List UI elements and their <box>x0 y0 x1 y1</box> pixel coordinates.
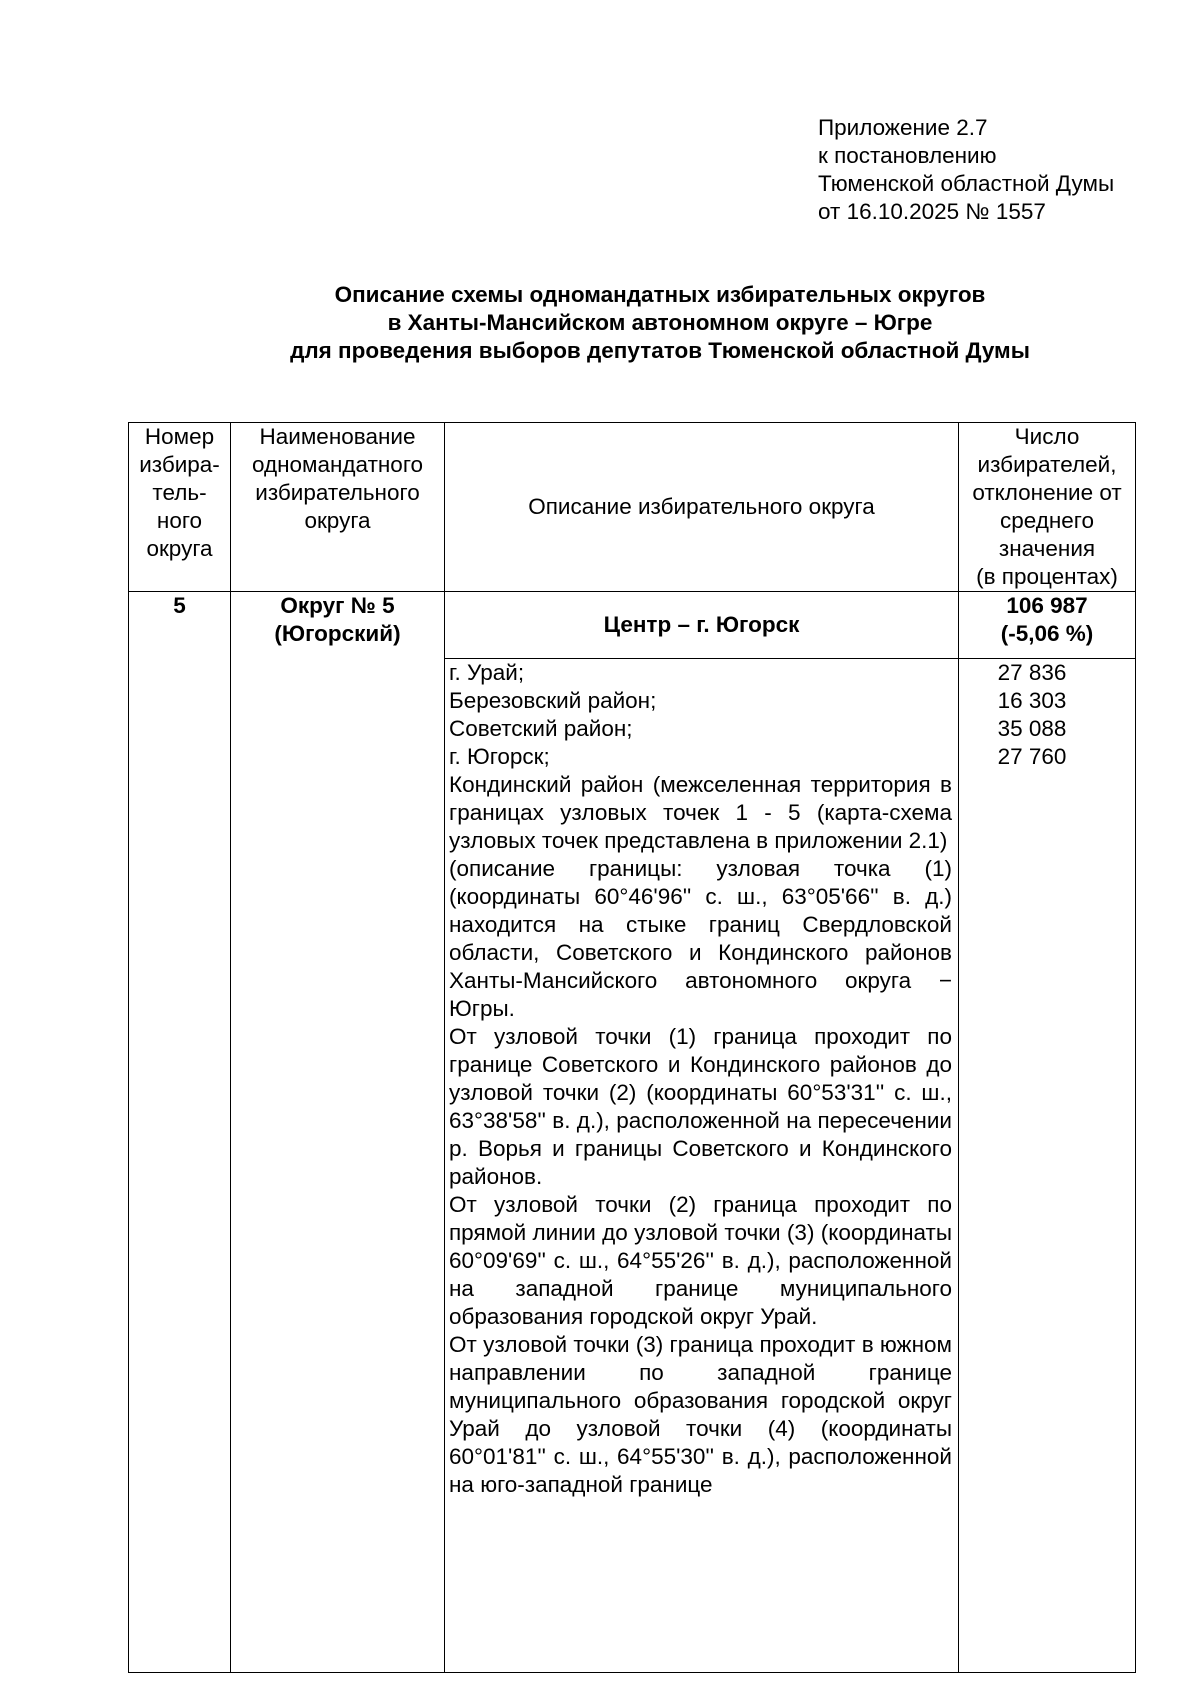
description-paragraph: От узловой точки (1) граница проходит по границе Советского и Кондинского районов до узловой точки (2) (координаты 60°53'31'' с. ш., 63°38'58'' в. д.), расположенной на пересечении р. Ворья и границы Советского и Кондинского районов. <box>449 1024 952 1189</box>
description-paragraph: От узловой точки (2) граница проходит по прямой линии до узловой точки (3) (координаты 60°09'69'' с. ш., 64°55'26'' в. д.), расположенной на западной границе муниципального образования городской округ Урай. <box>449 1192 952 1329</box>
table-header-row <box>129 423 1136 592</box>
list-item: Березовский район; <box>449 688 657 713</box>
description-paragraph: От узловой точки (3) граница проходит в южном направлении по западной границе муниципального образования городской округ Урай до узловой точки (4) (координаты 60°01'81'' с. ш., 64°55'30'' в. д.), расположенной на юго-западной границе <box>449 1332 952 1497</box>
appendix-line: Приложение 2.7 <box>818 115 988 140</box>
title-line: Описание схемы одномандатных избирательных округов <box>334 282 986 307</box>
description-paragraph: Кондинский район (межселенная территория в границах узловых точек 1 - 5 (карта-схема узловых точек представлена в приложении 2.1) <box>449 772 952 853</box>
districts-table <box>128 422 1136 1673</box>
appendix-line: к постановлению <box>818 143 997 168</box>
header-name: Наименование одномандатного избирательного округа <box>231 423 445 592</box>
voter-count: 16 303 <box>997 688 1067 713</box>
district-center: Центр – г. Югорск <box>445 592 959 659</box>
appendix-line: Тюменской областной Думы <box>818 171 1115 196</box>
header-voters: Число избирателей, отклонение от среднего значения (в процентах) <box>959 423 1136 592</box>
voter-counts <box>959 659 1136 1673</box>
district-total: 106 987 (-5,06 %) <box>959 592 1136 659</box>
title-line: в Ханты-Мансийском автономном округе – Югре <box>387 310 933 335</box>
district-description <box>445 659 959 1673</box>
list-item: г. Урай; <box>449 660 525 685</box>
district-name: Округ № 5 (Югорский) <box>231 592 445 1673</box>
title-line: для проведения выборов депутатов Тюменской областной Думы <box>290 338 1030 363</box>
table-row <box>129 592 1136 659</box>
document-title <box>130 281 1190 365</box>
appendix-block <box>818 114 1114 226</box>
list-item: Советский район; <box>449 716 633 741</box>
district-number: 5 <box>129 592 231 1673</box>
voter-count: 35 088 <box>997 716 1067 741</box>
header-number: Номер избира- тель- ного округа <box>129 423 231 592</box>
appendix-line: от 16.10.2025 № 1557 <box>818 199 1046 224</box>
voter-count: 27 836 <box>997 660 1067 685</box>
voter-count: 27 760 <box>997 744 1067 769</box>
header-description: Описание избирательного округа <box>445 423 959 592</box>
description-paragraph: (описание границы: узловая точка (1) (координаты 60°46'96'' с. ш., 63°05'66'' в. д.) находится на стыке границ Свердловской области, Советского и Кондинского районов Ханты-Мансийского автономного округа − Югры. <box>449 856 952 1021</box>
list-item: г. Югорск; <box>449 744 550 769</box>
